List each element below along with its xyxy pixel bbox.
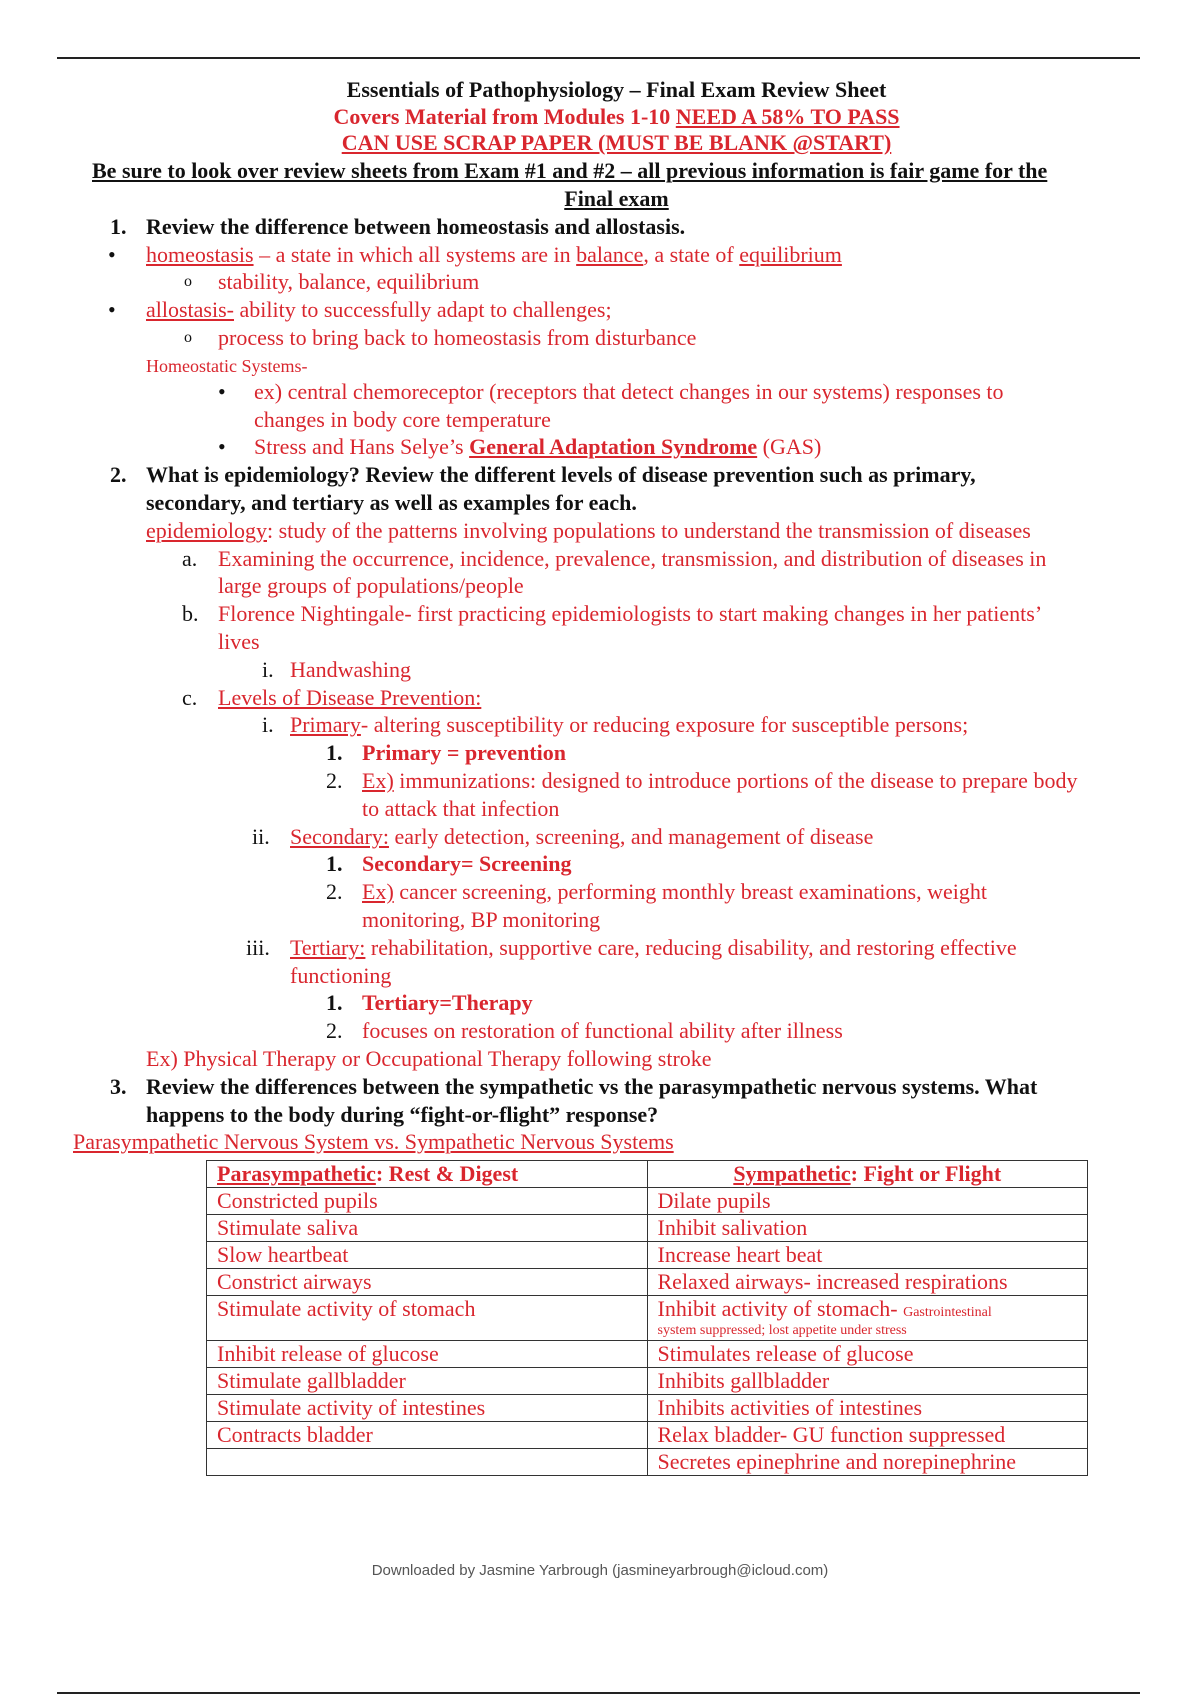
allostasis-sub: process to bring back to homeostasis from disturbance xyxy=(218,325,697,350)
cell-text: Secretes epinephrine and norepinephrine xyxy=(657,1449,1017,1474)
text: - altering susceptibility or reducing exposure for susceptible persons; xyxy=(360,712,969,737)
header-parasympathetic xyxy=(207,1161,648,1188)
marker: i. xyxy=(262,657,274,682)
table-caption: Parasympathetic Nervous System vs. Sympathetic Nervous Systems xyxy=(73,1129,674,1154)
bullet-icon: • xyxy=(108,242,116,267)
term: Primary xyxy=(290,712,361,737)
term: homeostasis xyxy=(146,242,254,267)
item-b-2: lives xyxy=(218,629,260,654)
cell-text: Stimulate activity of stomach xyxy=(217,1296,476,1321)
cell-text: Stimulate activity of intestines xyxy=(217,1395,486,1420)
parasympathetic-cell xyxy=(207,1188,648,1215)
text: early detection, screening, and management of disease xyxy=(388,824,874,849)
term: allostasis- xyxy=(146,297,234,322)
cell-text: Stimulate saliva xyxy=(217,1215,359,1240)
parasympathetic-cell xyxy=(207,1242,648,1269)
sympathetic-cell xyxy=(647,1215,1088,1242)
item-a-2: large groups of populations/people xyxy=(218,573,524,598)
sympathetic-cell xyxy=(647,1395,1088,1422)
q3-text-2: happens to the body during “fight-or-flight” response? xyxy=(146,1102,659,1127)
cell-text: Increase heart beat xyxy=(657,1242,823,1267)
sympathetic-cell xyxy=(647,1422,1088,1449)
cell-text: Constricted pupils xyxy=(217,1188,378,1213)
table-row xyxy=(207,1368,1088,1395)
top-rule xyxy=(57,57,1140,59)
primary-def xyxy=(290,711,968,739)
marker: 1. xyxy=(326,740,343,765)
review-note-2: Final exam xyxy=(564,186,669,211)
primary-mnemonic: Primary = prevention xyxy=(362,740,566,765)
term: General Adaptation Syndrome xyxy=(469,434,758,459)
allostasis-def xyxy=(146,296,612,324)
sympathetic-cell xyxy=(647,1368,1088,1395)
primary-example-2: to attack that infection xyxy=(362,796,560,821)
table-row xyxy=(207,1215,1088,1242)
chemoreceptor-example-2: changes in body core temperature xyxy=(254,407,551,432)
q1-text: Review the difference between homeostasis and allostasis. xyxy=(146,214,686,239)
parasympathetic-cell xyxy=(207,1215,648,1242)
text: : Rest & Digest xyxy=(375,1161,519,1186)
bullet-icon: • xyxy=(218,379,226,404)
item-a: Examining the occurrence, incidence, prevalence, transmission, and distribution of diseases in xyxy=(218,546,1047,571)
bottom-rule xyxy=(57,1692,1140,1694)
marker: 2. xyxy=(326,1018,343,1043)
pass-requirement: NEED A 58% TO PASS xyxy=(675,104,900,129)
review-note: Be sure to look over review sheets from Exam #1 and #2 – all previous information is fair game for the xyxy=(92,158,1048,183)
cell-text: Relaxed airways- increased respirations xyxy=(657,1269,1008,1294)
bullet-icon: • xyxy=(218,434,226,459)
homeostatic-systems-label: Homeostatic Systems- xyxy=(146,356,308,376)
secondary-def xyxy=(290,823,873,851)
parasympathetic-cell xyxy=(207,1449,648,1476)
marker: b. xyxy=(182,601,199,626)
parasympathetic-cell xyxy=(207,1422,648,1449)
primary-example xyxy=(362,767,1077,795)
q2-text: What is epidemiology? Review the different levels of disease prevention such as primary, xyxy=(146,462,976,487)
sympathetic-cell xyxy=(647,1269,1088,1296)
text: ability to successfully adapt to challenges; xyxy=(234,297,612,322)
bullet-icon: • xyxy=(108,297,116,322)
table-row xyxy=(207,1269,1088,1296)
marker: 2. xyxy=(326,768,343,793)
text: rehabilitation, supportive care, reducing disability, and restoring effective xyxy=(365,935,1017,960)
table-row xyxy=(207,1188,1088,1215)
header-sympathetic xyxy=(647,1161,1088,1188)
q2-text-2: secondary, and tertiary as well as examples for each. xyxy=(146,490,637,515)
cell-text: Slow heartbeat xyxy=(217,1242,349,1267)
term: equilibrium xyxy=(739,242,842,267)
text: immunizations: designed to introduce portions of the disease to prepare body xyxy=(393,768,1078,793)
term: balance xyxy=(576,242,644,267)
text: Stress and Hans Selye’s xyxy=(254,434,470,459)
cell-text: Contracts bladder xyxy=(217,1422,373,1447)
doc-title: Essentials of Pathophysiology – Final Exam Review Sheet xyxy=(346,77,887,102)
marker: 2. xyxy=(326,879,343,904)
parasympathetic-cell xyxy=(207,1296,648,1341)
secondary-example-2: monitoring, BP monitoring xyxy=(362,907,601,932)
nervous-system-table xyxy=(206,1160,1088,1476)
text: cancer screening, performing monthly breast examinations, weight xyxy=(393,879,987,904)
marker: 1. xyxy=(326,990,343,1015)
text: – a state in which all systems are in xyxy=(253,242,577,267)
q2-number: 2. xyxy=(110,462,127,487)
term: Parasympathetic xyxy=(217,1161,376,1186)
homeostasis-def xyxy=(146,241,842,269)
term: Ex) xyxy=(362,768,394,793)
scrap-paper-note: CAN USE SCRAP PAPER (MUST BE BLANK @START) xyxy=(341,130,892,155)
cell-text: Inhibits gallbladder xyxy=(657,1368,830,1393)
table-row xyxy=(207,1296,1088,1341)
cell-text: Stimulates release of glucose xyxy=(657,1341,914,1366)
tertiary-mnemonic: Tertiary=Therapy xyxy=(362,990,533,1015)
therapy-example: Ex) Physical Therapy or Occupational Therapy following stroke xyxy=(146,1046,712,1071)
table-header-row xyxy=(207,1161,1088,1188)
term: epidemiology xyxy=(146,518,267,543)
cell-text: Dilate pupils xyxy=(657,1188,771,1213)
circle-bullet-icon: o xyxy=(184,273,192,290)
stomach-note: Gastrointestinal xyxy=(903,1305,992,1320)
tertiary-def-2: functioning xyxy=(290,963,392,988)
text: (GAS) xyxy=(757,434,822,459)
sympathetic-cell xyxy=(647,1188,1088,1215)
text: : Fight or Flight xyxy=(850,1161,1002,1186)
table-row xyxy=(207,1341,1088,1368)
levels-heading: Levels of Disease Prevention: xyxy=(218,685,482,710)
marker: c. xyxy=(182,685,198,710)
marker: i. xyxy=(262,712,274,737)
sympathetic-cell xyxy=(647,1341,1088,1368)
marker: iii. xyxy=(246,935,270,960)
cell-text: Inhibits activities of intestines xyxy=(657,1395,923,1420)
table-row xyxy=(207,1242,1088,1269)
cell-text: Inhibit salivation xyxy=(657,1215,808,1240)
sympathetic-cell xyxy=(647,1449,1088,1476)
parasympathetic-cell xyxy=(207,1269,648,1296)
sympathetic-cell xyxy=(647,1296,1088,1341)
parasympathetic-cell xyxy=(207,1341,648,1368)
term: Tertiary: xyxy=(290,935,366,960)
secondary-mnemonic: Secondary= Screening xyxy=(362,851,572,876)
text: , a state of xyxy=(643,242,740,267)
covers-text: Covers Material from Modules 1-10 xyxy=(333,104,676,129)
download-footer: Downloaded by Jasmine Yarbrough (jasmineyarbrough@icloud.com) xyxy=(371,1562,829,1579)
term: Sympathetic xyxy=(733,1161,851,1186)
covers-line xyxy=(0,103,1200,131)
q3-text: Review the differences between the sympathetic vs the parasympathetic nervous systems. What xyxy=(146,1074,1038,1099)
term: Secondary: xyxy=(290,824,389,849)
homeostasis-sub: stability, balance, equilibrium xyxy=(218,269,480,294)
marker: 1. xyxy=(326,851,343,876)
tertiary-example: focuses on restoration of functional ability after illness xyxy=(362,1018,843,1043)
cell-text: Inhibit release of glucose xyxy=(217,1341,439,1366)
table-row xyxy=(207,1395,1088,1422)
table-row xyxy=(207,1422,1088,1449)
secondary-example xyxy=(362,878,987,906)
parasympathetic-cell xyxy=(207,1395,648,1422)
cell-text: Constrict airways xyxy=(217,1269,372,1294)
q1-number: 1. xyxy=(110,214,127,239)
cell-text: Stimulate gallbladder xyxy=(217,1368,406,1393)
item-b: Florence Nightingale- first practicing epidemiologists to start making changes in her patients’ xyxy=(218,601,1043,626)
q3-number: 3. xyxy=(110,1074,127,1099)
cell-text: Inhibit activity of stomach- xyxy=(657,1296,904,1321)
table-row xyxy=(207,1449,1088,1476)
circle-bullet-icon: o xyxy=(184,329,192,346)
epidemiology-def xyxy=(146,517,1031,545)
marker: ii. xyxy=(252,824,270,849)
sympathetic-cell xyxy=(647,1242,1088,1269)
stomach-note-2: system suppressed; lost appetite under stress xyxy=(657,1323,907,1338)
text: : study of the patterns involving populations to understand the transmission of diseases xyxy=(266,518,1031,543)
cell-text: Relax bladder- GU function suppressed xyxy=(657,1422,1006,1447)
tertiary-def xyxy=(290,934,1017,962)
handwashing: Handwashing xyxy=(290,657,411,682)
gas-item xyxy=(254,433,821,461)
parasympathetic-cell xyxy=(207,1368,648,1395)
chemoreceptor-example: ex) central chemoreceptor (receptors that detect changes in our systems) responses to xyxy=(254,379,1004,404)
term: Ex) xyxy=(362,879,394,904)
marker: a. xyxy=(182,546,198,571)
